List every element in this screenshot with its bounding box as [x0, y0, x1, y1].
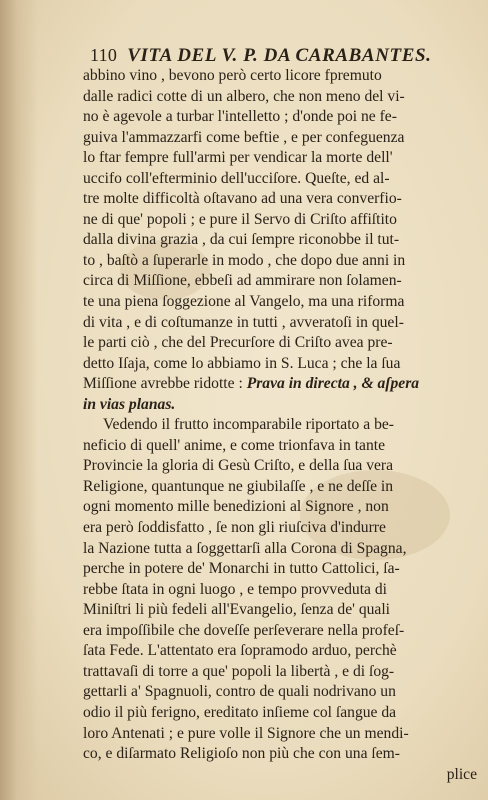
text-line: [83, 374, 485, 395]
latin-quotation: Prava in directa , & aſpera: [246, 375, 420, 393]
text-line-content: odio il più ferigno, ereditato inſieme col ſangue da: [83, 703, 397, 721]
text-line-content: guiva l'ammazzarfi come beftie , e per confeguenza: [83, 128, 405, 146]
text-line: [83, 641, 485, 662]
text-line-content: gettarli a' Spagnuoli, contro de quali nodrivano un: [83, 683, 396, 701]
text-line: [83, 436, 485, 457]
text-line: [83, 518, 485, 539]
text-line: [83, 765, 485, 786]
text-line-content: Miſſione avrebbe ridotte :: [83, 375, 243, 393]
text-line-content: co, e diſarmato Religioſo non più che con una ſem-: [83, 745, 400, 763]
text-line-content: uccifo coll'efterminio dell'ucciſore. Queſte, ed al-: [83, 169, 390, 187]
latin-quotation: in vias planas.: [83, 395, 176, 413]
text-line-content: di vita , e di coſtumanze in tutti , avveratoſi in quel-: [83, 313, 404, 331]
text-line-content: era però ſoddisfatto , ſe non gli riuſciva d'indurre: [83, 519, 386, 537]
text-line: [83, 539, 485, 560]
text-line-content: te una piena ſoggezione al Vangelo, ma una riforma: [83, 293, 405, 311]
text-line-content: to , baſtò a ſuperarle in modo , che dopo due anni in: [83, 251, 406, 269]
text-line-content: ne di que' popoli ; e pure il Servo di Criſto affiſtito: [83, 210, 397, 228]
text-line-content: trattavaſi di torre a que' popoli la libertà , e di ſog-: [83, 662, 395, 680]
text-line-content: Miniſtri li più fedeli all'Evangelio, ſenza de' quali: [83, 601, 391, 619]
text-line-content: Provincie la gloria di Gesù Criſto, e della ſua vera: [83, 457, 394, 475]
text-line-content: la Nazione tutta a ſoggettarſi alla Corona di Spagna,: [83, 539, 407, 557]
text-line-content: abbino vino , bevono però certo licore fpremuto: [83, 67, 382, 84]
text-line: [83, 210, 485, 231]
text-line: [83, 333, 485, 354]
text-line: [83, 580, 485, 601]
text-line-content: le parti ciò , che del Precurſore di Criſto avea pre-: [83, 334, 393, 352]
text-line: [83, 744, 485, 765]
text-line: [83, 559, 485, 580]
text-line: [83, 682, 485, 703]
text-line: [83, 189, 485, 210]
text-line: [83, 128, 485, 149]
text-line-content: loro Antenati ; e pure volle il Signore che un mendi-: [83, 724, 409, 742]
text-line: [83, 292, 485, 313]
text-line: [83, 66, 485, 87]
text-line: [83, 313, 485, 334]
text-line-content: perche in potere de' Monarchi in tutto Cattolici, ſa-: [83, 560, 400, 578]
running-header: [90, 44, 478, 67]
text-line: [83, 621, 485, 642]
text-line-content: era impoſſibile che doveſſe perſeverare nella profeſ-: [83, 621, 405, 639]
page-number: 110: [90, 45, 118, 65]
text-line-content: Vedendo il frutto incomparabile riportato a be-: [103, 416, 394, 434]
text-line: [83, 395, 485, 416]
text-line: [83, 87, 485, 108]
text-line-content: rebbe ſtata in ogni luogo , e tempo provveduta di: [83, 580, 388, 598]
text-line: [83, 251, 485, 272]
text-line-content: plice: [446, 765, 477, 783]
text-line: [83, 456, 485, 477]
running-title: VITA DEL V. P. DA CARABANTES.: [127, 45, 432, 66]
text-line-content: no è agevole a turbar l'intelletto ; d'onde poi ne fe-: [83, 108, 397, 126]
text-line-content: ogni momento mille benedizioni al Signore , non: [83, 498, 389, 516]
page-gutter-shadow: [0, 0, 38, 800]
text-line: [83, 415, 485, 436]
text-line-content: tre molte difficoltà oſtavano ad una vera converfio-: [83, 190, 402, 208]
text-line: [83, 662, 485, 683]
text-line: [83, 600, 485, 621]
text-line: [83, 703, 485, 724]
text-line-content: ſata Fede. L'attentato era ſopramodo arduo, perchè: [83, 642, 397, 660]
body-text: [83, 66, 485, 785]
text-line: [83, 497, 485, 518]
text-line-content: neficio di quell' anime, e come trionfava in tante: [83, 436, 386, 454]
text-line-content: dalle radici cotte di un albero, che non meno del vi-: [83, 87, 405, 105]
text-line: [83, 724, 485, 745]
text-line-content: lo ftar fempre full'armi per vendicar la morte dell': [83, 149, 393, 167]
text-line-content: Religione, quantunque ne giubilaſſe , e ne deſſe in: [83, 477, 394, 495]
text-line-content: dalla divina grazia , da cui ſempre riconobbe il tut-: [83, 231, 400, 249]
text-line: [83, 354, 485, 375]
text-line: [83, 107, 485, 128]
text-line: [83, 148, 485, 169]
text-line: [83, 271, 485, 292]
text-line-content: circa di Miſſione, ebbeſi ad ammirare non ſolamen-: [83, 272, 402, 290]
text-line: [83, 230, 485, 251]
text-line-content: detto Iſaja, come lo abbiamo in S. Luca ; che la ſua: [83, 354, 401, 372]
text-line: [83, 477, 485, 498]
text-line: [83, 169, 485, 190]
